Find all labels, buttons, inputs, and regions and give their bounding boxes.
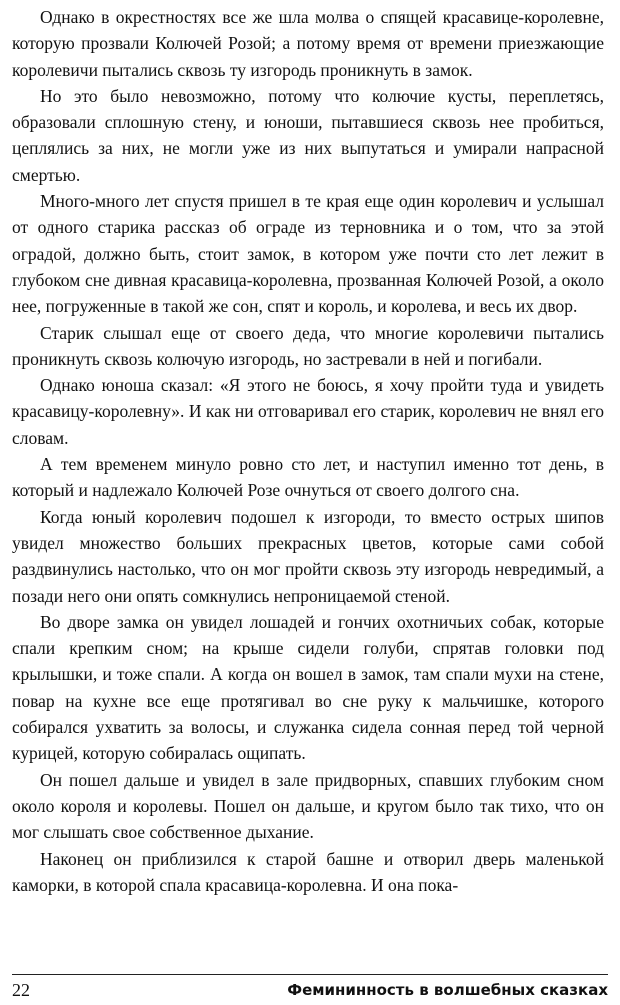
paragraph: Однако юноша сказал: «Я этого не боюсь, я хочу пройти туда и увидеть красавицу-королевну». И как ни отговаривал его старик, королевич не внял его словам. (12, 375, 604, 448)
footer-rule (12, 974, 608, 975)
paragraph: Он пошел дальше и увидел в зале придворных, спавших глубоким сном около короля и королевы. Пошел он дальше, и кругом было так тихо, что он мог слышать свое собственное дыхание. (12, 769, 604, 843)
page-number: 22 (12, 980, 30, 1000)
paragraph: Много-много лет спустя пришел в те края еще один королевич и услышал от одного старика рассказ об ограде из терновника и о том, что за этой оградой, должно быть, стоит замок, в котором уже почти сто лет лежит в глубоком сне дивная красавица-королевна, прозванная Колючей Розой, а около нее, погруженные в такой же сон, спят и король, и королева, и весь их двор. (12, 191, 604, 317)
paragraph: Но это было невозможно, потому что колючие кусты, переплетясь, образовали сплошную стену, и юноши, пытавшиеся сквозь нее пробиться, цеплялись за них, не могли уже из них выпутаться и умирали напрасной смертью. (12, 85, 604, 185)
paragraph: А тем временем минуло ровно сто лет, и наступил именно тот день, в который и надлежало Колючей Розе очнуться от своего долгого сна. (12, 454, 604, 501)
running-title: Фемининность в волшебных сказках (287, 981, 608, 999)
paragraph: Когда юный королевич подошел к изгороди, то вместо острых шипов увидел множество больших прекрасных цветов, которые сами собой раздвинулись настолько, что он мог пройти сквозь эту изгородь невредимый, а позади него они опять сомкнулись непроницаемой стеной. (12, 506, 604, 606)
paragraph: Наконец он приблизился к старой башне и отворил дверь маленькой каморки, в которой спала красавица-королевна. И она пока- (12, 848, 604, 895)
paragraph: Однако в окрестностях все же шла молва о спящей красавице-королевне, которую прозвали Колючей Розой; а потому время от времени приезжающие королевичи пытались сквозь ту изгородь проникнуть в замок. (12, 7, 604, 80)
body-text (12, 4, 604, 898)
paragraph: Старик слышал еще от своего деда, что многие королевичи пытались проникнуть сквозь колючую изгородь, но застревали в ней и погибали. (12, 322, 604, 369)
paragraph: Во дворе замка он увидел лошадей и гончих охотничьих собак, которые спали крепким сном; на крыше сидели голуби, спрятав головки под крылышки, и тоже спали. А когда он вошел в замок, там спали мухи на стене, повар на кухне все еще протягивал во сне руку к мальчишке, которого собирался ухватить за волосы, и служанка сидела сонная перед той черной курицей, которую собиралась ощипать. (12, 611, 604, 764)
